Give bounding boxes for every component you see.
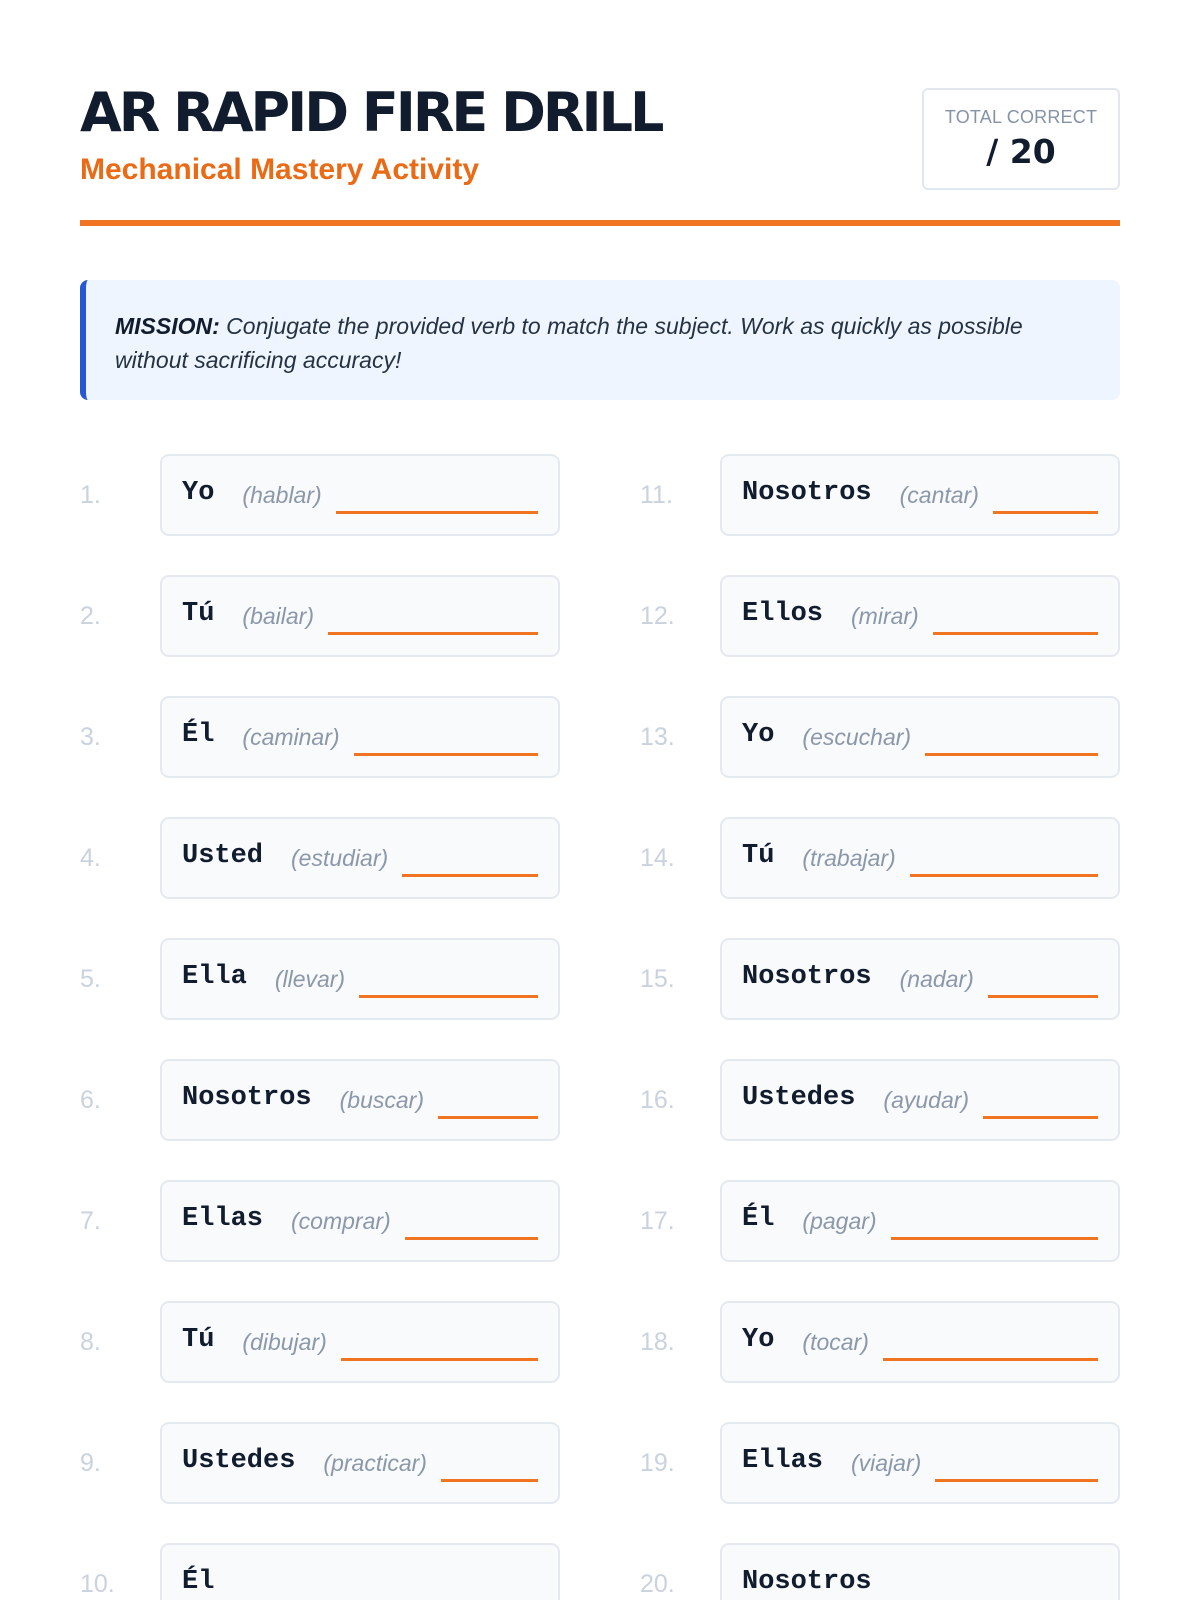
item-subject: Ustedes (742, 1083, 856, 1113)
item-verb: (tocar) (802, 1328, 869, 1355)
item-verb: (practicar) (323, 1449, 427, 1476)
item-number: 17. (640, 1207, 675, 1235)
item-number: 14. (640, 844, 675, 872)
drill-item (640, 938, 1120, 1020)
score-label: TOTAL CORRECT (944, 107, 1098, 127)
item-verb: (ayudar) (883, 1086, 970, 1113)
item-subject: Nosotros (182, 1083, 312, 1113)
answer-blank[interactable] (441, 1479, 538, 1482)
drill-item (640, 1059, 1120, 1141)
item-verb: (buscar) (339, 1086, 424, 1113)
item-subject: Yo (742, 1325, 775, 1355)
item-number: 3. (80, 723, 101, 751)
item-number: 4. (80, 844, 101, 872)
item-verb: (llevar) (274, 965, 346, 992)
drill-item (80, 1059, 560, 1141)
answer-blank[interactable] (438, 1116, 538, 1119)
item-subject: Tú (182, 599, 215, 629)
drill-item (80, 938, 560, 1020)
drill-item (640, 1301, 1120, 1383)
drill-item (640, 1422, 1120, 1504)
item-verb: (cantar) (899, 481, 979, 508)
drill-item (80, 1422, 560, 1504)
item-card (160, 454, 560, 536)
item-card (720, 454, 1120, 536)
item-card (720, 1543, 1120, 1600)
mission-text: Conjugate the provided verb to match the subject. Work as quickly as possible without sacrificing accuracy! (115, 313, 1023, 373)
item-number: 1. (80, 481, 101, 509)
answer-blank[interactable] (935, 1479, 1098, 1482)
item-subject: Ellas (742, 1446, 824, 1476)
answer-blank[interactable] (988, 995, 1098, 998)
item-number: 12. (640, 602, 675, 630)
item-card (160, 817, 560, 899)
answer-blank[interactable] (328, 632, 538, 635)
drill-item (80, 1543, 560, 1600)
item-verb: (viajar) (851, 1449, 922, 1476)
item-verb: (hablar) (242, 481, 322, 508)
drill-item (80, 454, 560, 536)
item-number: 18. (640, 1328, 675, 1356)
item-number: 20. (640, 1570, 675, 1598)
answer-blank[interactable] (405, 1237, 538, 1240)
item-subject: Yo (742, 720, 775, 750)
item-verb: (escuchar) (802, 723, 912, 750)
answer-blank[interactable] (341, 1358, 538, 1361)
drill-item (80, 575, 560, 657)
answer-blank[interactable] (993, 511, 1098, 514)
item-subject: Nosotros (742, 1567, 872, 1597)
answer-blank[interactable] (336, 511, 538, 514)
item-number: 9. (80, 1449, 101, 1477)
item-card (720, 696, 1120, 778)
page-title: AR RAPID FIRE DRILL (80, 81, 662, 144)
item-card (160, 1180, 560, 1262)
answer-blank[interactable] (883, 1358, 1098, 1361)
drill-item (640, 1180, 1120, 1262)
item-verb: (dibujar) (242, 1328, 327, 1355)
item-card (160, 575, 560, 657)
item-subject: Usted (182, 841, 264, 871)
item-verb: (caminar) (242, 723, 340, 750)
item-subject: Él (742, 1204, 775, 1234)
item-subject: Ellas (182, 1204, 264, 1234)
item-verb: (bailar) (242, 602, 314, 629)
drill-item (80, 696, 560, 778)
answer-blank[interactable] (354, 753, 538, 756)
item-card (720, 1180, 1120, 1262)
answer-blank[interactable] (933, 632, 1098, 635)
item-subject: Nosotros (742, 478, 872, 508)
item-subject: Ustedes (182, 1446, 296, 1476)
answer-blank[interactable] (925, 753, 1098, 756)
item-card (160, 696, 560, 778)
drill-item (80, 1301, 560, 1383)
item-subject: Tú (182, 1325, 215, 1355)
answer-blank[interactable] (983, 1116, 1098, 1119)
item-number: 16. (640, 1086, 675, 1114)
item-card (160, 1422, 560, 1504)
item-card (720, 1059, 1120, 1141)
item-verb: (mirar) (851, 602, 919, 629)
item-number: 7. (80, 1207, 101, 1235)
item-number: 10. (80, 1570, 115, 1598)
answer-blank[interactable] (402, 874, 538, 877)
item-subject: Nosotros (742, 962, 872, 992)
item-number: 11. (640, 481, 673, 509)
item-subject: Él (182, 1567, 215, 1597)
item-verb: (trabajar) (802, 844, 896, 871)
item-subject: Ellos (742, 599, 824, 629)
item-card (720, 1301, 1120, 1383)
item-card (720, 817, 1120, 899)
item-subject: Yo (182, 478, 215, 508)
header-divider (80, 220, 1120, 226)
drill-item (640, 817, 1120, 899)
drill-item (640, 575, 1120, 657)
drill-item (640, 1543, 1120, 1600)
score-value: / 20 (986, 132, 1056, 171)
worksheet-header (80, 0, 1120, 226)
item-number: 13. (640, 723, 675, 751)
item-number: 2. (80, 602, 101, 630)
item-verb: (pagar) (802, 1207, 877, 1234)
answer-blank[interactable] (910, 874, 1098, 877)
item-subject: Ella (182, 962, 247, 992)
answer-blank[interactable] (891, 1237, 1098, 1240)
page-subtitle: Mechanical Mastery Activity (80, 153, 480, 186)
drill-item (80, 1180, 560, 1262)
mission-box (80, 280, 1120, 400)
item-card (160, 1301, 560, 1383)
item-card (160, 1543, 560, 1600)
item-verb: (estudiar) (291, 844, 389, 871)
item-subject: Tú (742, 841, 775, 871)
item-card (160, 1059, 560, 1141)
item-number: 19. (640, 1449, 675, 1477)
item-card (720, 938, 1120, 1020)
item-verb: (nadar) (899, 965, 974, 992)
drill-item (640, 454, 1120, 536)
item-card (720, 575, 1120, 657)
item-number: 8. (80, 1328, 101, 1356)
item-number: 6. (80, 1086, 101, 1114)
item-subject: Él (182, 720, 215, 750)
drill-grid (80, 454, 1120, 1600)
item-number: 5. (80, 965, 101, 993)
drill-item (80, 817, 560, 899)
item-card (160, 938, 560, 1020)
score-box (922, 88, 1120, 190)
mission-label: MISSION: (115, 313, 220, 339)
item-verb: (comprar) (291, 1207, 391, 1234)
drill-item (640, 696, 1120, 778)
answer-blank[interactable] (359, 995, 538, 998)
item-number: 15. (640, 965, 675, 993)
item-card (720, 1422, 1120, 1504)
